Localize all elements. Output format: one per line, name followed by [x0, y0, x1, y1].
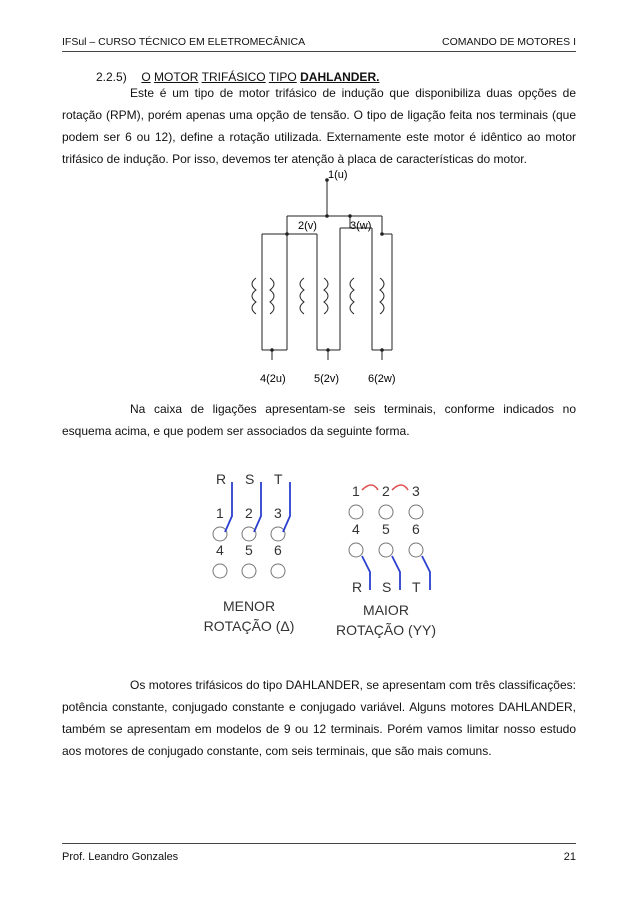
terminal-number: 5 — [245, 542, 253, 558]
terminal-number: 5 — [382, 521, 390, 537]
paragraph-text: Na caixa de ligações apresentam-se seis terminais, conforme indicados no esquema acima, e que podem ser associados da seguinte forma. — [62, 402, 576, 438]
heading-word-bold: DAHLANDER. — [300, 70, 380, 84]
terminal-number: 4 — [352, 521, 360, 537]
paragraph-text: Os motores trifásicos do tipo DAHLANDER, se apresentam com três classificações: potência constante, conjugado constante e conjugado variável. Alguns motores DAHLANDER, também se apresentam em modelos de 9 ou 12 terminais. Porém vamos limitar nosso estudo aos motores de conjugado constante, com seis terminais, que são mais comuns. — [62, 678, 576, 758]
terminal-number: 2 — [245, 505, 253, 521]
classification-paragraph — [62, 674, 576, 762]
phase-label: T — [412, 579, 421, 595]
heading-word: TIPO — [268, 70, 297, 84]
terminal-label: 2(v) — [298, 220, 317, 232]
terminal-number: 6 — [412, 521, 420, 537]
terminal-number: 6 — [274, 542, 282, 558]
terminal-label: 5(2v) — [314, 373, 340, 385]
caption-line: ROTAÇÃO (YY) — [335, 622, 437, 638]
terminal-label: 6(2w) — [368, 373, 396, 385]
terminal-number: 4 — [216, 542, 224, 558]
phase-label: S — [382, 579, 392, 595]
winding-diagram — [232, 168, 432, 388]
terminal-connection-diagrams — [192, 468, 452, 648]
phase-label: S — [245, 471, 255, 487]
caption-line: MENOR — [222, 598, 276, 614]
intro-paragraph — [62, 82, 576, 170]
phase-label: T — [274, 471, 283, 487]
page-number: 21 — [563, 851, 576, 863]
heading-word: MOTOR — [154, 70, 199, 84]
paragraph-text: Este é um tipo de motor trifásico de indução que disponibiliza duas opções de rotação (RPM), porém apenas uma opção de tensão. O tipo de ligação feita nos terminais (que podem ser 6 ou 12), define a rotação utilizada. Externamente este motor é idêntico ao motor trifásico de indução. Por isso, devemos ter atenção à placa de características do motor. — [62, 86, 576, 166]
terminal-number: 3 — [274, 505, 282, 521]
phase-label: R — [352, 579, 363, 595]
header-course: IFSul – CURSO TÉCNICO EM ELETROMECÂNICA — [62, 36, 306, 48]
header-subject: COMANDO DE MOTORES I — [442, 36, 576, 48]
footer-author: Prof. Leandro Gonzales — [62, 851, 179, 863]
caption-line: ROTAÇÃO (Δ) — [203, 618, 295, 634]
page-header — [62, 33, 576, 52]
caption-line: MAIOR — [363, 602, 409, 618]
terminal-label: 1(u) — [328, 169, 348, 181]
terminal-number: 1 — [216, 505, 224, 521]
terminal-number: 3 — [412, 483, 420, 499]
terminal-number: 1 — [352, 483, 360, 499]
heading-word: O — [141, 70, 151, 84]
terminal-number: 2 — [382, 483, 390, 499]
heading-word: TRIFÁSICO — [201, 70, 266, 84]
section-number: 2.2.5) — [96, 70, 127, 84]
terminal-label: 3(w) — [350, 220, 372, 232]
phase-label: R — [216, 471, 227, 487]
page-footer — [62, 843, 576, 864]
terminal-label: 4(2u) — [260, 373, 286, 385]
connections-paragraph — [62, 398, 576, 442]
